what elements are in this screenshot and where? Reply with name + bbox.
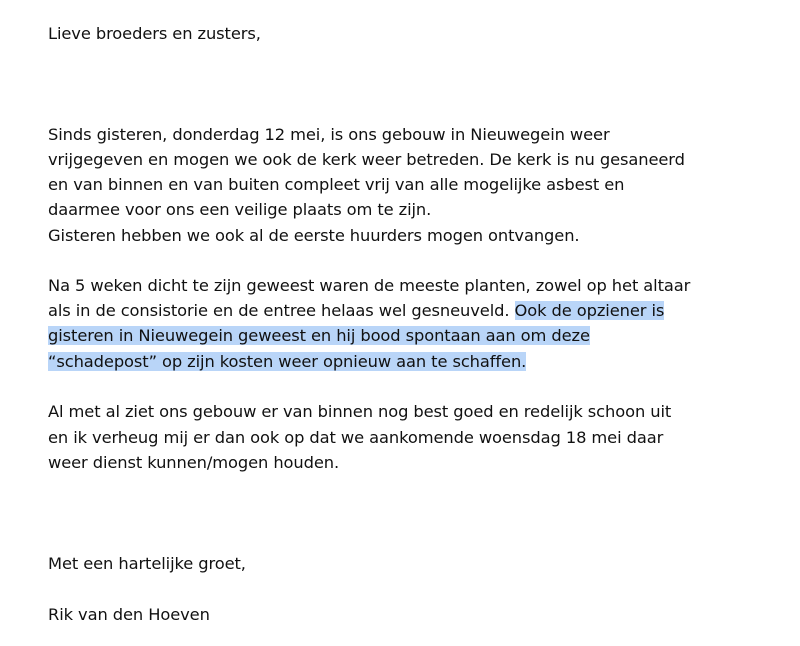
- paragraph1-line: Sinds gisteren, donderdag 12 mei, is ons gebouw in Nieuwegein weer: [48, 125, 610, 144]
- paragraph3-line: Al met al ziet ons gebouw er van binnen nog best goed en redelijk schoon uit: [48, 402, 672, 421]
- paragraph1-line: daarmee voor ons een veilige plaats om te zijn.: [48, 200, 432, 219]
- highlighted-text: “schadepost” op zijn kosten weer opnieuw aan te schaffen.: [48, 352, 527, 371]
- signature: Rik van den Hoeven: [48, 605, 210, 624]
- highlighted-text: gisteren in Nieuwegein geweest en hij bood spontaan aan om deze: [48, 326, 590, 345]
- paragraph1-line: en van binnen en van buiten compleet vrij van alle mogelijke asbest en: [48, 175, 625, 194]
- paragraph2-line: Na 5 weken dicht te zijn geweest waren de meeste planten, zowel op het altaar: [48, 276, 691, 295]
- paragraph2-plain-text: als in de consistorie en de entree helaas wel gesneuveld.: [48, 301, 515, 320]
- highlighted-text: Ook de opziener is: [514, 301, 665, 320]
- paragraph2-line: [48, 350, 526, 374]
- paragraph1-line: Gisteren hebben we ook al de eerste huurders mogen ontvangen.: [48, 226, 580, 245]
- paragraph3-line: en ik verheug mij er dan ook op dat we aankomende woensdag 18 mei daar: [48, 428, 664, 447]
- paragraph2-line: [48, 324, 590, 348]
- greeting: Lieve broeders en zusters,: [48, 24, 261, 43]
- paragraph2-line: [48, 299, 664, 323]
- paragraph3-line: weer dienst kunnen/mogen houden.: [48, 453, 340, 472]
- closing: Met een hartelijke groet,: [48, 554, 246, 573]
- paragraph1-line: vrijgegeven en mogen we ook de kerk weer betreden. De kerk is nu gesaneerd: [48, 150, 685, 169]
